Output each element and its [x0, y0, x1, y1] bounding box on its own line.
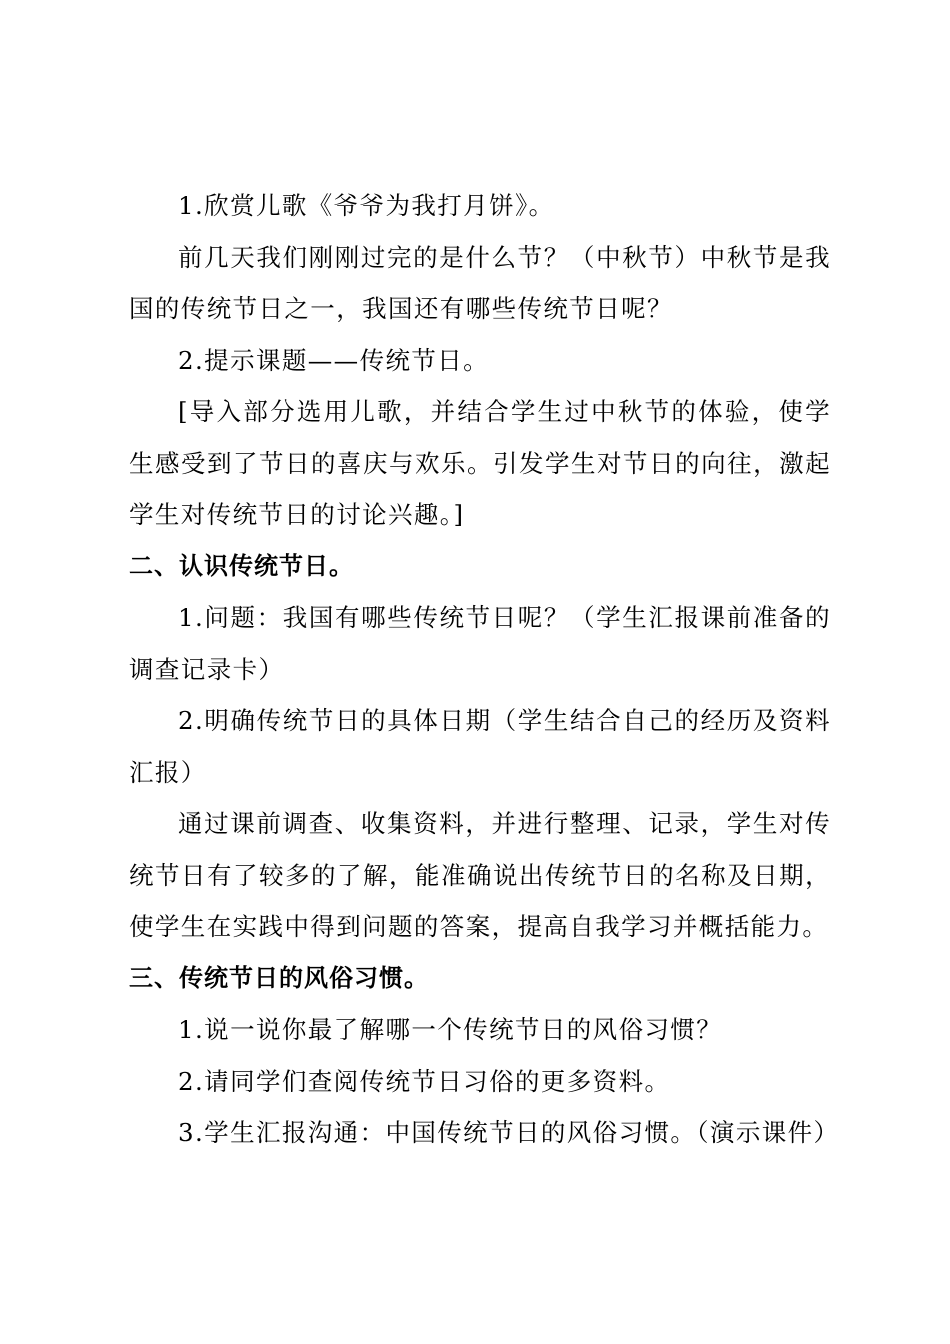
section-heading-3: 三、传统节日的风俗习惯。 [129, 963, 429, 992]
paragraph-customs-discussion: 1.说一说你最了解哪一个传统节日的风俗习惯？ [178, 1015, 723, 1044]
paragraph-topic-prompt: 2.提示课题——传统节日。 [178, 345, 490, 375]
paragraph-student-report: 3.学生汇报沟通：中国传统节日的风俗习惯。（演示课件） [178, 1118, 840, 1147]
document-body [129, 180, 840, 1159]
paragraph-intro-note: [导入部分选用儿歌，并结合学生过中秋节的体验，使学生感受到了节日的喜庆与欢乐。引发学生对节日的向往，激起学生对传统节日的讨论兴趣。] [129, 397, 831, 529]
paragraph-customs-research: 2.请同学们查阅传统节日习俗的更多资料。 [178, 1066, 671, 1096]
paragraph-festival-dates: 2.明确传统节日的具体日期（学生结合自己的经历及资料汇报） [129, 706, 831, 787]
paragraph-research-summary: 通过课前调查、收集资料，并进行整理、记录，学生对传统节日有了较多的了解，能准确说出传统节日的名称及日期，使学生在实践中得到问题的答案，提高自我学习并概括能力。 [129, 809, 831, 941]
section-heading-2: 二、认识传统节日。 [129, 551, 354, 580]
paragraph-question-festivals: 1.问题：我国有哪些传统节日呢？（学生汇报课前准备的调查记录卡） [129, 603, 831, 684]
paragraph-song-appreciation: 1.欣赏儿歌《爷爷为我打月饼》。 [178, 191, 555, 220]
paragraph-mid-autumn-question: 前几天我们刚刚过完的是什么节？（中秋节）中秋节是我国的传统节日之一，我国还有哪些传统节日呢？ [129, 242, 831, 323]
